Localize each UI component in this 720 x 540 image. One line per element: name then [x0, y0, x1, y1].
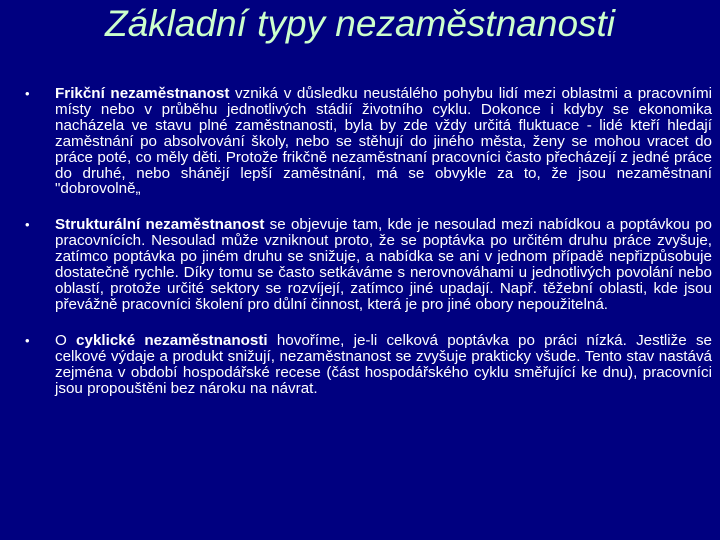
bullet-item-cyclical	[0, 333, 720, 397]
bullet-icon: •	[25, 86, 30, 101]
bullet-prefix: O	[55, 331, 77, 349]
bullet-item-structural	[0, 217, 720, 312]
bullet-term: Strukturální nezaměstnanost	[55, 216, 265, 234]
bullet-item-frictional	[0, 86, 720, 197]
bullet-icon: •	[25, 332, 30, 348]
bullet-text: hovoříme, je-li celková poptávka po práci nízká. Jestliže se celkové výdaje a produkt snižují, nezaměstnanost se zvyšuje prakticky všude. Tento stav nastává zejména v období hospodářské recese (část hospodářského cyklu směřující ke dnu), pracovníci jsou propouštěni bez nároku na návrat.	[55, 331, 712, 397]
bullet-list	[0, 86, 720, 416]
bullet-term: Frikční nezaměstnanost	[55, 85, 230, 102]
bullet-term: cyklické nezaměstnanosti	[76, 331, 268, 349]
bullet-icon: •	[25, 217, 30, 233]
slide-title: Základní typy nezaměstnanosti	[104, 3, 616, 44]
bullet-text: vzniká v důsledku neustálého pohybu lidí mezi oblastmi a pracovními místy nebo v průběhu jednotlivých stádií životního cyklu. Dokonce i kdyby se ekonomika nacházela ve stavu plné zaměstnanosti, byla by zde vždy určitá fluktuace - lidé kteří hledají zaměstnání po absolvování školy, nebo se stěhují do jiného města, ženy se mohou vracet do práce poté, co měly děti. Protože frikčně nezaměstnaní pracovníci často přecházejí z jedné práce do druhé, nebo shánějí lepší zaměstnání, má se obvykle za to, že jsou nezaměstnaní "dobrovolně„	[55, 85, 712, 198]
bullet-text: se objevuje tam, kde je nesoulad mezi nabídkou a poptávkou po pracovnících. Nesoulad může vzniknout proto, že se poptávka po určitém druhu práce zvyšuje, zatímco poptávka po jiném druhu se snižuje, a nabídka se ani v jednom případě nepřizpůsobuje dostatečně rychle. Díky tomu se často setkáváme s nerovnováhami u jednotlivých povolání nebo oblastí, protože určité sektory se rozvíjejí, zatímco jiné upadají. Např. těžební oblasti, kde jsou převážně pracovníci školení pro důlní činnost, která je pro jiné obory nepoužitelná.	[55, 216, 712, 313]
